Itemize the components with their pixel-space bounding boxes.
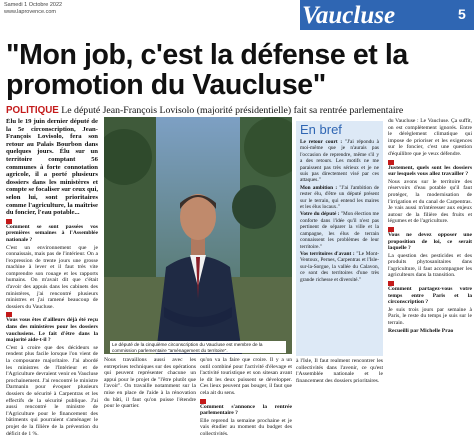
question: Comment partagez-vous votre temps entre Paris et la circonscription ? [388, 286, 472, 306]
lead-paragraph: Élu le 19 juin dernier député de la 5e circonscription, Jean-François Lovisolo, fera son retour au Palais Bourbon dans quelques jours. Élu sur un territoire comptant 56 communes à forte connotation agricole, il a porté plusieurs dossiers dans les ministères et compte se focaliser sur ceux qui, selon lui, sont prioritaires comme l'agriculture, la maîtrise du foncier, l'eau potable... [6, 118, 98, 217]
en-bref-box [296, 121, 383, 356]
answer: Elle reprend la semaine prochaine et je vais étudier au moment du budget des collectivités. [200, 417, 292, 437]
body-text: Nous travaillons aussi avec les entreprises techniques sur des opérations qui peuvent représenter chacune un appui pour le projet de "l'être plutôt que l'avoir". On travaille notamment sur la mise en place de l'aide à la rénovation du bâti, il faut qu'on puisse l'étendre pour le quartier. [104, 357, 196, 410]
en-bref-title: En bref [300, 122, 342, 137]
subhead [6, 105, 472, 116]
question: Justement, quels sont les dossiers sur lesquels vous allez travailler ? [388, 164, 472, 178]
page-number: 5 [458, 6, 466, 22]
answer: C'est à croire que des décideurs se rendent plus facile lorsque l'on vient de la composante majoritaire. J'ai abordé les ministres de l'Intérieur et de l'Agriculture devraient venir en Vaucluse prochainement. J'ai rencontré le ministre Darmanin pour évoquer plusieurs dossiers de sécurité à Carpentras et les effectifs de la sécurité publique. J'ai aussi rencontré le ministre de l'Agriculture pour le financement des bâtiments qui pourraient s'aménager le projet de la filière de la prévention du déficit de 1 %. [6, 344, 98, 437]
portrait-photo [104, 117, 292, 354]
section-title: Vaucluse [302, 2, 396, 29]
brief-text: "J'ai l'ambition de rester élu, d'être un député présent sur le terrain, qui entend les maires et les élus locaux." [300, 184, 379, 211]
brief-label: Le retour court : [300, 139, 343, 145]
column-3 [200, 357, 292, 439]
answer: Je suis trois jours par semaine à Paris, le reste du temps je suis sur le terrain. [388, 306, 472, 327]
portrait-illustration [104, 117, 292, 354]
subhead-text: Le député Jean-François Lovisolo (majorité présidentielle) fait sa rentrée parlementaire [61, 105, 404, 116]
answer: La question des pesticides et des produits phytosanitaires dans l'agriculture, il faut accompagner les agriculteurs dans la transition. [388, 252, 472, 279]
date-text: Samedi 1 Octobre 2022 [4, 2, 63, 8]
question: Vous vous êtes d'ailleurs déjà été reçu dans des ministères pour les dossiers vauclusiens. Le fait d'être dans la majorité aide-t-il ? [6, 317, 98, 344]
kicker: POLITIQUE [6, 105, 59, 116]
page-header [0, 0, 474, 30]
site-url: www.laprovence.com [4, 8, 56, 15]
brief-text: "Mon élection me conforte dans l'idée qu'il n'est pas pertinent de séparer la ville et la campagne, les élus de terrain connaissent les problèmes de leur territoire." [300, 211, 380, 250]
brief-text: "J'ai répondu à moi-même que je n'aurais pas l'occasion de reprendre, même s'il y a des retours. Les motifs ne me paraissent pas très sérieux et je ne suis pas directement visé par ces attaques." [300, 139, 380, 184]
question: Comment se sont passées vos premières semaines à l'Assemblée nationale ? [6, 223, 98, 243]
en-bref-body [296, 139, 383, 284]
byline: Recueilli par Michelle Prao [388, 327, 454, 334]
answer: Nous avons sur le territoire des réservoirs d'eau potable qu'il faut protéger, la modernisation de l'irrigation et du canal de Carpentras. Je vais aussi m'intéresser aux enjeux autour de la filière des fruits et légumes et de l'agriculture. [388, 178, 472, 225]
brief-label: Votre du député : [300, 211, 340, 218]
brief-text: "Le Mont-Ventoux, Pernes, Carpentras et l'Isle-sur-la-Sorgue, la vallée du Calavon, ce sont des territoires d'une très grande richesse et diversité." [300, 250, 379, 283]
body-text: du Vaucluse : Le Vaucluse. Ça suffit, on est complètement ignorés. Entre le dérèglement climatique qui impose de prioriser et les exigences sur le foncier, c'est une question d'équilibre que je veux défendre. [388, 118, 472, 157]
photo-caption: Le député de la cinquième circonscription du Vaucluse est membre de la commission parlementaire "aménagement du territoire". [110, 341, 286, 353]
body-text: qu'on va la faire que croire. Il y a un outil combiné pour l'activité d'élevage et l'activité touristique et son sitesan avant le dit les deux puissent se développer. Ces lieux peuvent pas bouger, il faut que cela ait du sens. [200, 357, 292, 396]
page-date [4, 2, 62, 15]
answer: C'est un environnement que je connaissais, mais pas de l'intérieur. On a l'expression de trente jours une grosse machine à lever et il faut très vite comprendre son rouage et les rapports humains. On m'avait dit que c'était d'avoir des appuis dans les cabinets des ministères, j'ai rencontré plusieurs ministres et j'ai ramené beaucoup de dossiers du Vaucluse. [6, 244, 98, 310]
brief-label: Mon ambition : [300, 184, 338, 191]
column-2 [104, 357, 196, 439]
question: Comment s'annonce la rentrée parlementaire ? [200, 403, 292, 417]
brief-label: Vos territoires d'avant : [300, 250, 355, 257]
question: Vous ne devez opposer une proposition de loi, ce serait laquelle ? [388, 231, 472, 252]
body-text: à l'Isle, Il faut realment rencontrer les collectivités dans l'avenir, ce qu'est l'Assemblée nationale et le financement des dossiers prioritaires. [296, 358, 383, 384]
column-4 [296, 358, 383, 438]
headline: "Mon job, c'est la défense et la promotion du Vaucluse" [6, 39, 408, 101]
column-5 [388, 118, 472, 438]
column-1 [6, 118, 98, 438]
